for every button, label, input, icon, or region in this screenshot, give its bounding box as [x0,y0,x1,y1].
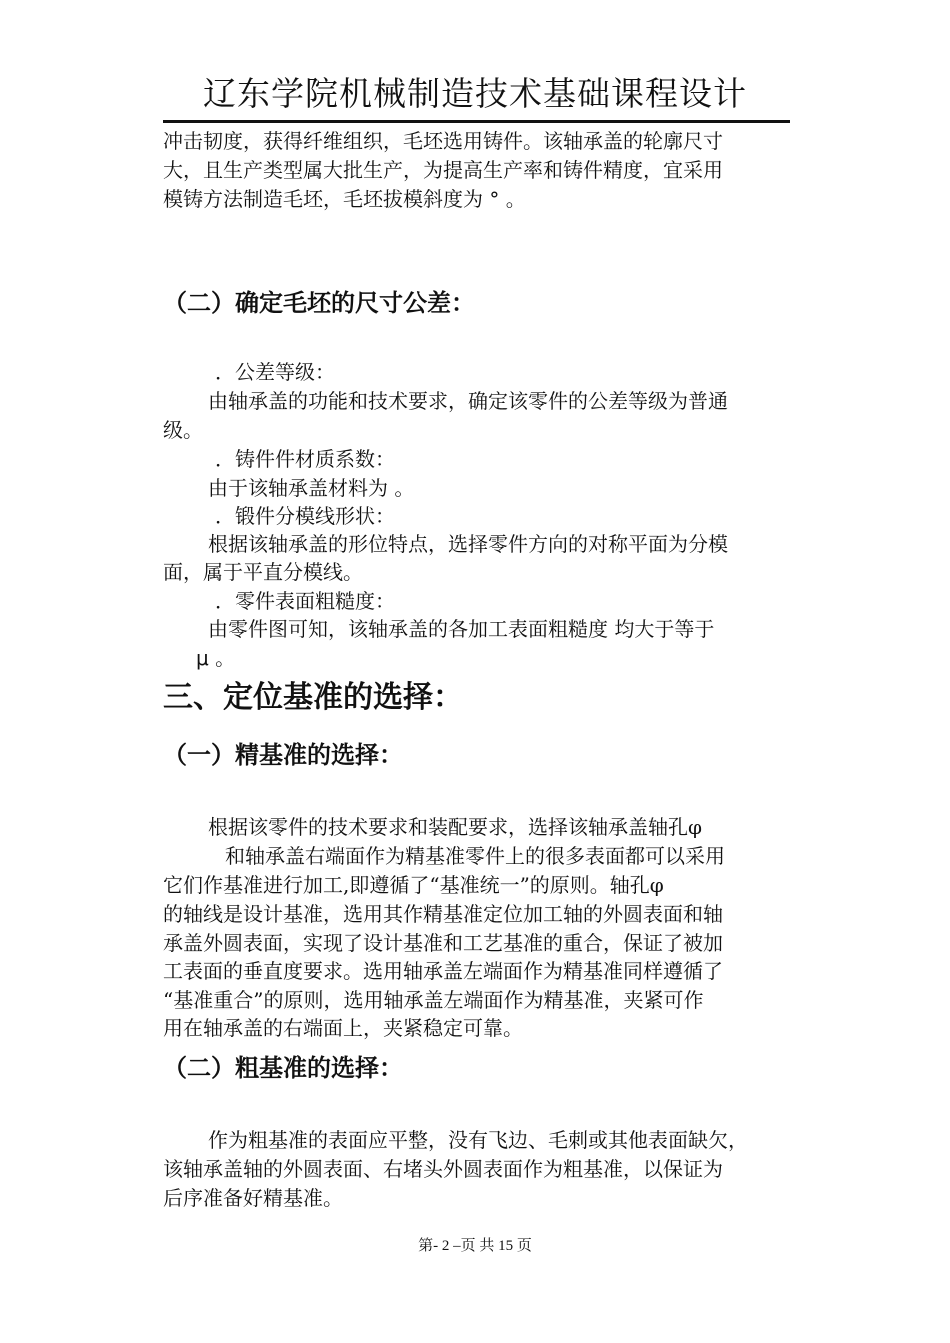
item-1-title: ．公差等级： [215,360,335,384]
section-heading-datum-selection: 三、定位基准的选择： [163,680,463,715]
item-3-line-1: 根据该轴承盖的形位特点，选择零件方向的对称平面为分模 [208,532,728,556]
intro-line-1: 冲击韧度，获得纤维组织，毛坯选用铸件。该轴承盖的轮廓尺寸 [163,129,723,153]
rough-datum-line-3: 后序准备好精基准。 [163,1186,343,1210]
section-heading-fine-datum: （一）精基准的选择： [163,740,403,769]
item-4-line-2: μ 。 [196,646,236,670]
item-2-title: ．铸件件材质系数： [215,447,395,471]
item-4-line-1: 由零件图可知，该轴承盖的各加工表面粗糙度 均大于等于 [208,617,715,641]
item-3-title: ．锻件分模线形状： [215,504,395,528]
fine-datum-line-8: 用在轴承盖的右端面上，夹紧稳定可靠。 [163,1016,523,1040]
section-heading-rough-datum: （二）粗基准的选择： [163,1053,403,1082]
item-1-line-1: 由轴承盖的功能和技术要求，确定该零件的公差等级为普通 [208,389,728,413]
rough-datum-line-2: 该轴承盖轴的外圆表面、右堵头外圆表面作为粗基准，以保证为 [163,1157,723,1181]
fine-datum-line-3: 它们作基准进行加工,即遵循了“基准统一”的原则。轴孔φ [163,873,664,897]
intro-line-2: 大，且生产类型属大批生产，为提高生产率和铸件精度，宜采用 [163,158,723,182]
item-3-line-2: 面，属于平直分模线。 [163,560,363,584]
rough-datum-line-1: 作为粗基准的表面应平整，没有飞边、毛刺或其他表面缺欠， [208,1128,748,1152]
item-2-line-1: 由于该轴承盖材料为 。 [208,476,415,500]
page-number-footer: 第- 2 –页 共 15 页 [418,1238,532,1254]
fine-datum-line-6: 工表面的垂直度要求。选用轴承盖左端面作为精基准同样遵循了 [163,959,723,983]
intro-line-3: 模铸方法制造毛坯，毛坯拔模斜度为 ° 。 [163,187,526,211]
section-heading-blank-tolerance: （二）确定毛坯的尺寸公差： [163,288,475,317]
item-1-line-2: 级。 [163,418,203,442]
item-4-title: ．零件表面粗糙度： [215,589,395,613]
page-header-title: 辽东学院机械制造技术基础课程设计 [203,74,747,113]
fine-datum-line-1: 根据该零件的技术要求和装配要求，选择该轴承盖轴孔φ [208,815,703,839]
fine-datum-line-2: 和轴承盖右端面作为精基准零件上的很多表面都可以采用 [225,844,725,868]
fine-datum-line-5: 承盖外圆表面，实现了设计基准和工艺基准的重合，保证了被加 [163,931,723,955]
fine-datum-line-7: “基准重合”的原则，选用轴承盖左端面作为精基准，夹紧可作 [163,988,704,1012]
fine-datum-line-4: 的轴线是设计基准，选用其作精基准定位加工轴的外圆表面和轴 [163,902,723,926]
header-rule [163,120,790,123]
